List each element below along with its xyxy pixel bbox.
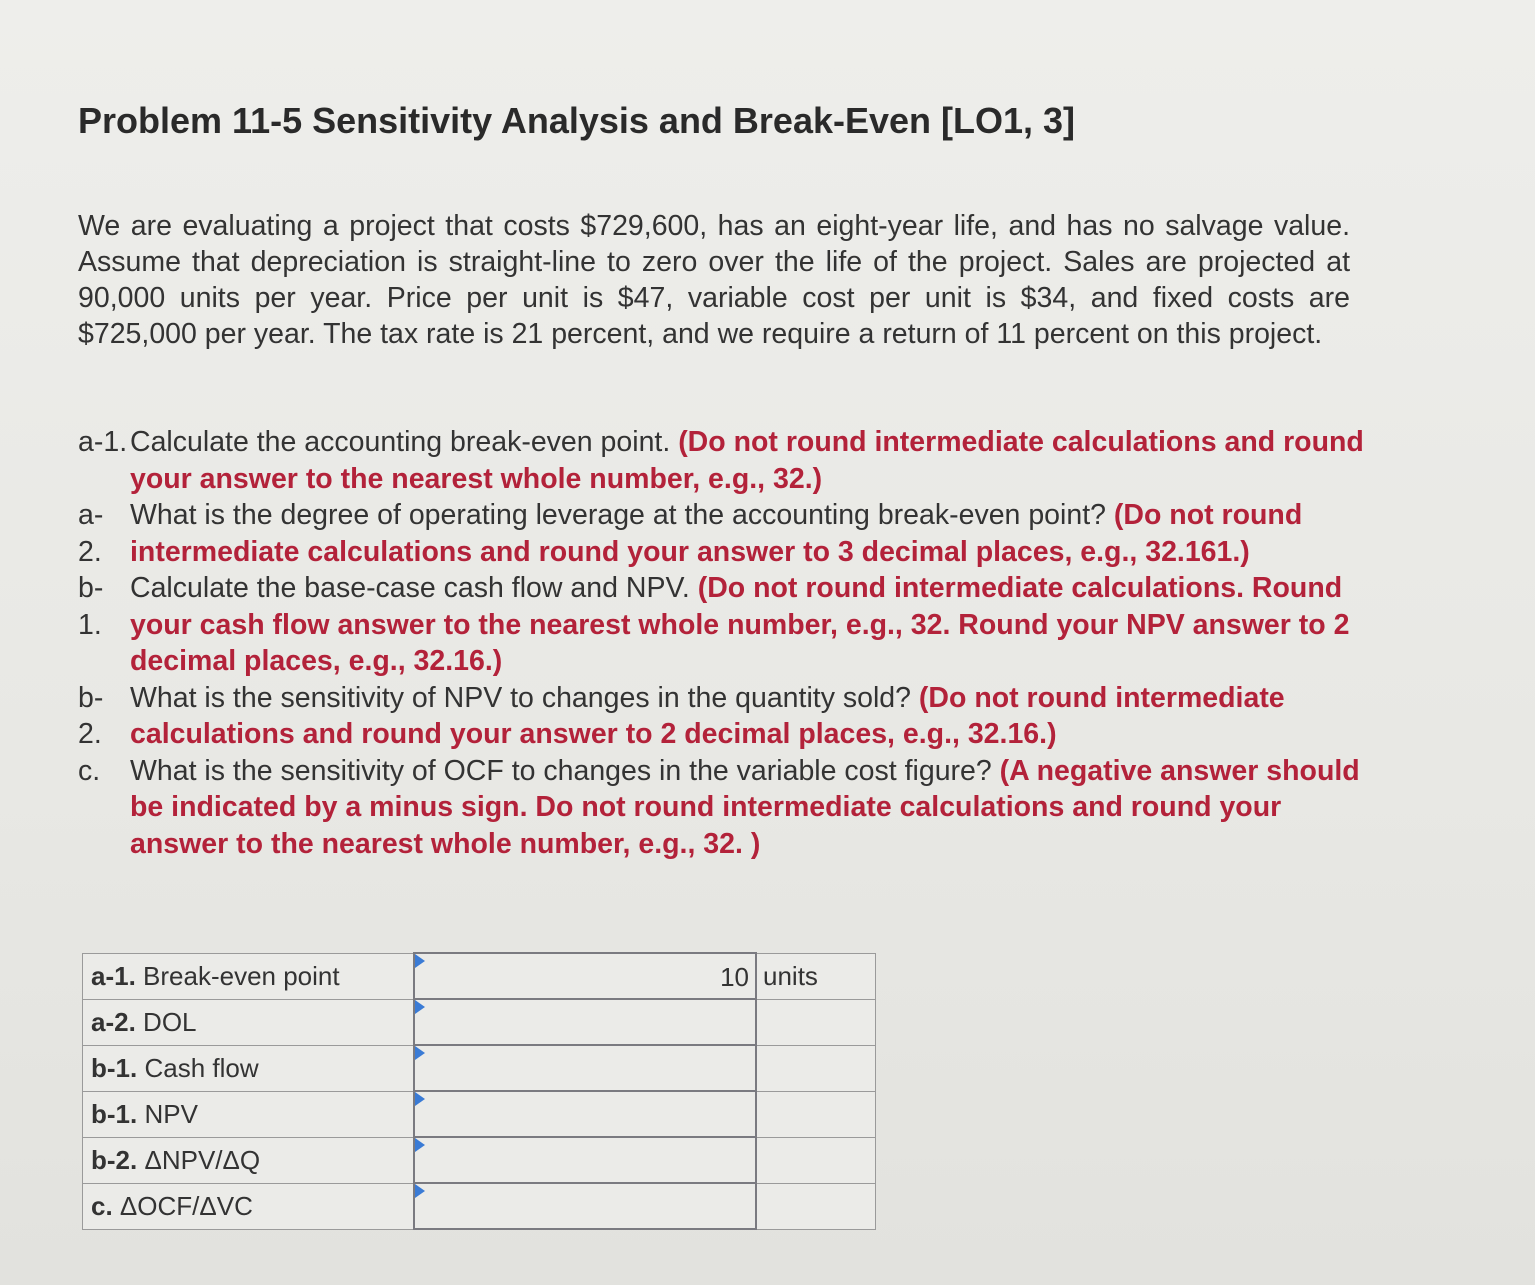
row-code: b-2. bbox=[91, 1144, 138, 1175]
table-row bbox=[83, 953, 876, 999]
question-c bbox=[78, 753, 1368, 863]
flag-icon bbox=[415, 1092, 425, 1106]
cash-flow-input[interactable] bbox=[414, 1045, 756, 1091]
flag-icon bbox=[415, 1138, 425, 1152]
unit-label bbox=[756, 1091, 876, 1137]
question-label: a- 2. bbox=[78, 499, 104, 568]
question-note: (Do not round intermediate calculations and round your answer to the nearest whole number, e.g., 32.) bbox=[130, 426, 1364, 495]
question-label: a-1. bbox=[78, 426, 128, 458]
row-label: Break-even point bbox=[135, 960, 340, 991]
question-text: Calculate the base-case cash flow and NPV. bbox=[130, 572, 698, 604]
row-code: a-1. bbox=[91, 960, 136, 991]
table-row bbox=[83, 1045, 876, 1091]
question-text: What is the sensitivity of OCF to changes in the variable cost figure? bbox=[130, 754, 1000, 787]
answer-table bbox=[82, 952, 876, 1230]
row-code: b-1. bbox=[91, 1098, 138, 1129]
flag-icon bbox=[415, 1046, 425, 1060]
npv-sensitivity-input[interactable] bbox=[414, 1137, 756, 1183]
ocf-sensitivity-input[interactable] bbox=[414, 1183, 756, 1229]
question-list bbox=[78, 424, 1368, 862]
row-label: NPV bbox=[137, 1098, 198, 1129]
question-note: (Do not round intermediate calculations and round your answer to 2 decimal places, e.g., 32.16.) bbox=[130, 681, 1285, 750]
table-row bbox=[83, 1091, 876, 1137]
unit-label: units bbox=[756, 953, 876, 999]
table-row bbox=[83, 999, 876, 1045]
problem-intro: We are evaluating a project that costs $729,600, has an eight-year life, and has no salvage value. Assume that depreciation is straight-line to zero over the life of the project. Sales are projected at 90,000 units per year. Price per unit is $47, variable cost per unit is $34, and fixed costs are $725,000 per year. The tax rate is 21 percent, and we require a return of 11 percent on this project. bbox=[78, 210, 1350, 350]
row-code: c. bbox=[91, 1190, 113, 1221]
question-text: What is the degree of operating leverage at the accounting break-even point? bbox=[130, 499, 1114, 531]
row-label: Cash flow bbox=[137, 1052, 259, 1083]
row-code: b-1. bbox=[91, 1052, 138, 1083]
input-value: 10 bbox=[720, 962, 749, 992]
table-row bbox=[83, 1137, 876, 1183]
row-code: a-2. bbox=[91, 1006, 136, 1037]
row-label: ΔOCF/ΔVC bbox=[112, 1190, 253, 1221]
problem-title: Problem 11-5 Sensitivity Analysis and Break-Even [LO1, 3] bbox=[78, 100, 1076, 141]
row-label: ΔNPV/ΔQ bbox=[137, 1144, 261, 1175]
flag-icon bbox=[415, 954, 425, 968]
npv-input[interactable] bbox=[414, 1091, 756, 1137]
question-label: c. bbox=[78, 754, 101, 787]
dol-input[interactable] bbox=[414, 999, 756, 1045]
question-text: What is the sensitivity of NPV to changes in the quantity sold? bbox=[130, 681, 919, 714]
question-text: Calculate the accounting break-even point. bbox=[130, 426, 679, 458]
question-b2 bbox=[78, 680, 1368, 753]
break-even-input[interactable] bbox=[414, 953, 756, 999]
question-label: b- 1. bbox=[78, 572, 104, 641]
flag-icon bbox=[415, 1184, 425, 1198]
flag-icon bbox=[415, 1000, 425, 1014]
question-label: b- 2. bbox=[78, 681, 104, 750]
unit-label bbox=[756, 1137, 876, 1183]
question-a1 bbox=[78, 424, 1368, 497]
table-row bbox=[83, 1183, 876, 1229]
unit-label bbox=[756, 1183, 876, 1229]
question-a2 bbox=[78, 497, 1368, 570]
unit-label bbox=[756, 1045, 876, 1091]
question-note: (Do not round intermediate calculations and round your answer to 3 decimal places, e.g., 32.161.) bbox=[130, 499, 1303, 568]
question-b1 bbox=[78, 570, 1368, 680]
question-note: (Do not round intermediate calculations. Round your cash flow answer to the nearest whole number, e.g., 32. Round your NPV answer to 2 decimal places, e.g., 32.16.) bbox=[130, 572, 1350, 677]
row-label: DOL bbox=[135, 1006, 197, 1037]
question-note: (A negative answer should be indicated by a minus sign. Do not round intermediate calculations and round your answer to the nearest whole number, e.g., 32. ) bbox=[130, 754, 1360, 860]
unit-label bbox=[756, 999, 876, 1045]
